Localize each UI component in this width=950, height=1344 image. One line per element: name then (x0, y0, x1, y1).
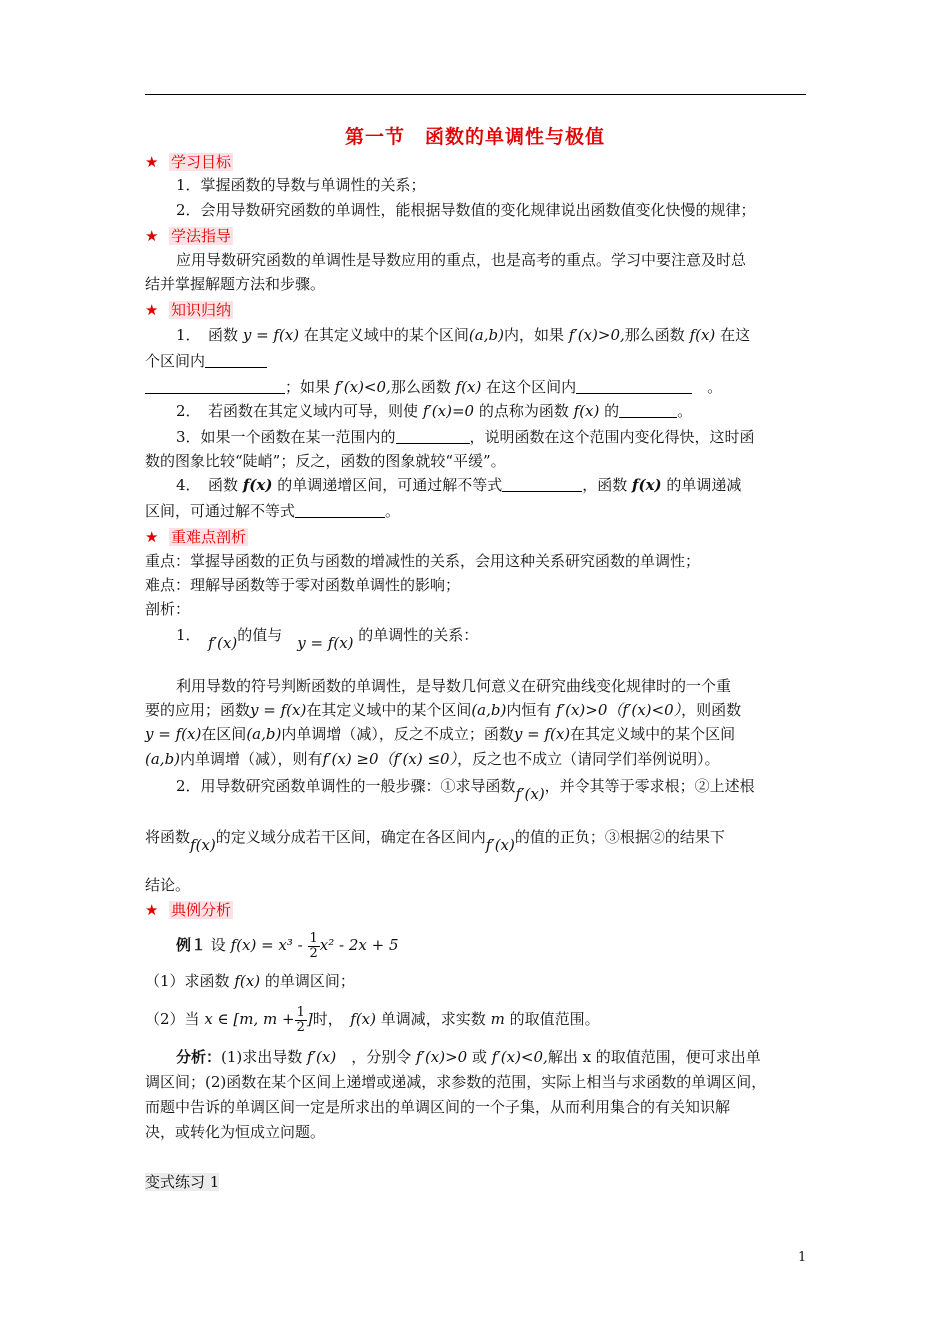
knowledge-4-line-1: 4． 函数 f(x) 的单调递增区间，可通过解不等式 ，函数 f(x) 的单调递减 (176, 476, 742, 494)
star-icon: ★ (145, 528, 159, 546)
knowledge-1-line-1: 1． 函数 y = f(x) 在其定义域中的某个区间(a,b)内，如果 f′(x)>0,那么函数 f(x) 在这 (176, 326, 751, 344)
page-number: 1 (798, 1250, 807, 1265)
analysis-line-2: 调区间；(2)函数在某个区间上递增或递减，求参数的范围，实际上相当与求函数的单调区间， (145, 1073, 767, 1091)
knowledge-1-line-2: 个区间内 (145, 350, 267, 372)
star-icon: ★ (145, 901, 159, 919)
key-focus: 重点：掌握导函数的正负与函数的增减性的关系，会用这种关系研究函数的单调性； (145, 552, 701, 570)
knowledge-4-line-2: 区间，可通过解不等式 。 (145, 502, 401, 520)
key-1: 1． f′(x)的值与 y = f(x) 的单调性的关系： (176, 626, 479, 652)
star-icon: ★ (145, 301, 159, 319)
section-examples: ★ 典例分析 (145, 901, 232, 919)
star-icon: ★ (145, 153, 159, 171)
key-difficulty: 难点：理解导函数等于零对函数单调性的影响； (145, 576, 461, 594)
method-para-2: 结并掌握解题方法和步骤。 (145, 275, 326, 293)
section-goals: ★ 学习目标 (145, 153, 232, 171)
key-para-1: 利用导数的符号判断函数的单调性，是导数几何意义在研究曲线变化规律时的一个重 (176, 677, 732, 695)
key-para-4: (a,b)内单调增（减），则有f′(x) ≥0（f′(x) ≤0），反之也不成立（请同学们举例说明）。 (145, 750, 720, 768)
blank (502, 477, 582, 492)
key-steps-line-3: 结论。 (145, 876, 191, 894)
knowledge-3-line-2: 数的图象比较“陡峭”；反之，函数的图象就较“平缓”。 (145, 452, 506, 470)
blank (619, 403, 677, 418)
analysis-line-3: 而题中告诉的单调区间一定是所求出的单调区间的一个子集，从而利用集合的有关知识解 (145, 1098, 731, 1116)
example-1-question-2: （2）当 x ∈ [m, m + $\frac{1}{2}$ ]时， f(x) 单调减，求实数 m 的取值范围。 (145, 1004, 600, 1035)
analysis-line-1: 分析：(1)求出导数 f′(x) ，分别令 f′(x)>0 或 f′(x)<0,解出 x 的取值范围，便可求出单 (176, 1048, 761, 1066)
header-rule (145, 94, 806, 95)
example-1-statement: 例１ 设 f(x) = x³ - $\frac{1}{2}$ x² - 2x + 5 (176, 930, 399, 961)
analysis-line-4: 决，或转化为恒成立问题。 (145, 1123, 326, 1141)
goal-2: 2．会用导数研究函数的单调性，能根据导数值的变化规律说出函数值变化快慢的规律； (176, 201, 756, 219)
knowledge-1-line-3: ；如果 f′(x)<0,那么函数 f(x) 在这个区间内 。 (145, 376, 722, 398)
blank (145, 379, 285, 394)
blank (205, 353, 267, 368)
section-method: ★ 学法指导 (145, 227, 232, 245)
key-para-2: 要的应用；函数y = f(x)在其定义域中的某个区间(a,b)内恒有 f′(x)>0（f′(x)<0），则函数 (145, 701, 742, 719)
fraction-half: $\frac{1}{2}$ (296, 1004, 305, 1035)
key-steps-line-1: 2．用导数研究函数单调性的一般步骤：①求导函数f′(x)，并令其等于零求根；②上述根 (176, 777, 755, 803)
page-title: 第一节 函数的单调性与极值 (344, 126, 605, 148)
key-para-3: y = f(x)在区间(a,b)内单调增（减），反之不成立；函数y = f(x)在其定义域中的某个区间 (145, 725, 736, 743)
blank (396, 429, 470, 444)
fraction-half: $\frac{1}{2}$ (309, 930, 318, 961)
method-para-1: 应用导数研究函数的单调性是导数应用的重点，也是高考的重点。学习中要注意及时总 (176, 251, 747, 269)
key-steps-line-2: 将函数f(x)的定义域分成若干区间，确定在各区间内f′(x)的值的正负；③根据②的结果下 (145, 828, 725, 854)
star-icon: ★ (145, 227, 159, 245)
blank (576, 379, 692, 394)
goal-1: 1．掌握函数的导数与单调性的关系； (176, 176, 426, 194)
blank (295, 503, 385, 518)
section-knowledge: ★ 知识归纳 (145, 301, 232, 319)
knowledge-2: 2． 若函数在其定义域内可导，则使 f′(x)=0 的点称为函数 f(x) 的 。 (176, 402, 693, 420)
example-1-question-1: （1）求函数 f(x) 的单调区间； (145, 972, 355, 990)
key-analysis: 剖析： (145, 600, 191, 618)
variant-exercise-label: 变式练习 1 (145, 1173, 220, 1191)
knowledge-3-line-1: 3．如果一个函数在某一范围内的 ，说明函数在这个范围内变化得快，这时函 (176, 428, 755, 446)
section-key-points: ★ 重难点剖析 (145, 528, 247, 546)
